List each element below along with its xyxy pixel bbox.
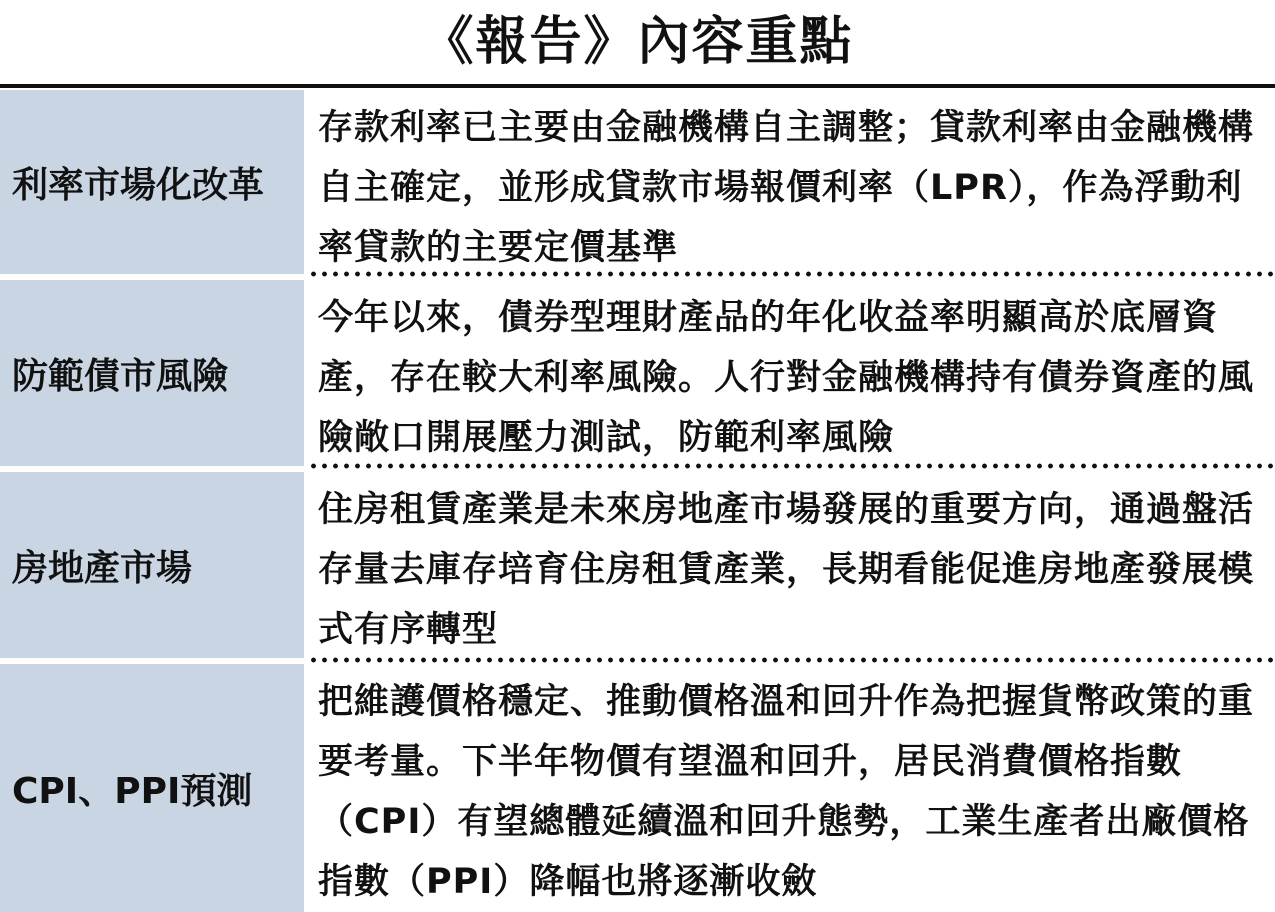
title-rule: [0, 84, 1275, 88]
row-label: 利率市場化改革: [0, 90, 304, 274]
row-content: 存款利率已主要由金融機構自主調整；貸款利率由金融機構自主確定，並形成貸款市場報價利率（LPR），作為浮動利率貸款的主要定價基準: [318, 108, 1255, 268]
row-label: 防範債市風險: [0, 280, 304, 466]
dotted-divider: [308, 271, 1275, 277]
table-row-bond-market-risk: [0, 280, 1275, 466]
row-content: 把維護價格穩定、推動價格溫和回升作為把握貨幣政策的重要考量。下半年物價有望溫和回升，居民消費價格指數（CPI）有望總體延續溫和回升態勢，工業生產者出廠價格指數（PPI）降幅也將逐漸收斂: [318, 682, 1255, 902]
table-row-cpi-ppi-forecast: [0, 664, 1275, 912]
row-label: CPI、PPI預測: [0, 664, 304, 912]
row-label: 房地產市場: [0, 472, 304, 658]
table-row-real-estate: [0, 472, 1275, 658]
table-row-interest-rate-reform: [0, 90, 1275, 274]
row-content: 今年以來，債券型理財產品的年化收益率明顯高於底層資產，存在較大利率風險。人行對金融機構持有債券資產的風險敞口開展壓力測試，防範利率風險: [318, 298, 1255, 458]
table-title: 《報告》內容重點: [421, 12, 854, 72]
dotted-divider: [308, 657, 1275, 663]
dotted-divider: [308, 463, 1275, 469]
row-content: 住房租賃產業是未來房地產市場發展的重要方向，通過盤活存量去庫存培育住房租賃產業，長期看能促進房地產發展模式有序轉型: [318, 490, 1255, 650]
